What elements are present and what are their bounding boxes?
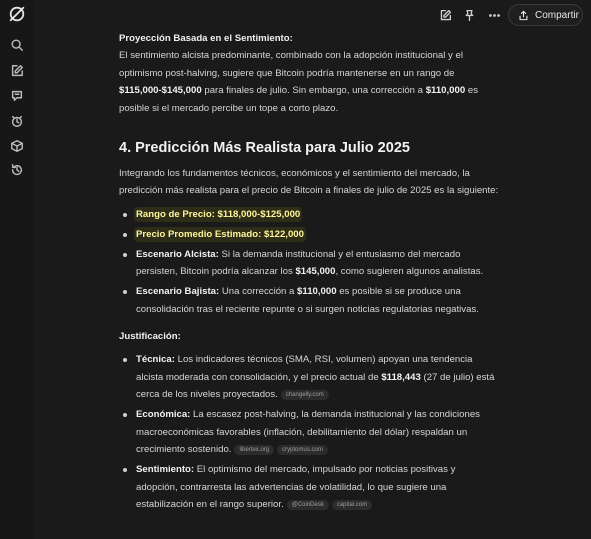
text: El sentimiento alcista predominante, combinado con la adopción institucional y el optimismo post-halving, sugiere que Bitcoin podría mantenerse en un rango de	[119, 50, 463, 79]
bear-price: $110,000	[297, 286, 337, 298]
text: El optimismo del mercado, impulsado por noticias positivas y adopción, contrarresta las advertencias de volatilidad, lo que sugiere una estabilización en el rango superior.	[136, 464, 456, 510]
text: La escasez post-halving, la demanda institucional y las condiciones macroeconómicas favorables (inflación, debilitamiento del dólar) respaldan un crecimiento sostenido.	[136, 409, 480, 456]
source-chip[interactable]: capital.com	[332, 500, 372, 510]
text: es posible si se produce una consolidación tras el reciente repunte o si surgen noticias regulatorias negativas.	[136, 286, 479, 315]
list-item	[119, 461, 499, 513]
text: Si la demanda institucional y el entusiasmo del mercado persisten, Bitcoin podría alcanzar los	[136, 248, 461, 278]
source-chip[interactable]: @CoinDesk	[287, 500, 329, 510]
share-icon	[518, 10, 529, 21]
price-range: $115,000-$145,000	[119, 85, 202, 97]
pin-icon[interactable]	[461, 7, 477, 23]
new-chat-icon[interactable]	[9, 63, 25, 79]
text: (27 de julio) está cerca de los niveles proyectados.	[136, 371, 495, 401]
tasks-icon[interactable]	[9, 113, 25, 129]
share-button[interactable]	[508, 4, 583, 26]
more-options-icon[interactable]	[486, 7, 502, 23]
section-4-intro: Integrando los fundamentos técnicos, económicos y el sentimiento del mercado, la predicción más realista para el precio de Bitcoin a finales de julio de 2025 es la siguiente:	[119, 168, 499, 197]
highlight	[136, 229, 304, 240]
justification-list	[119, 351, 499, 513]
list-item	[119, 283, 499, 318]
economic-label: Económica:	[136, 409, 191, 421]
bull-price: $145,000	[295, 266, 336, 278]
text: es posible si el mercado percibe un tope a corto plazo.	[119, 85, 478, 114]
edit-icon[interactable]	[437, 7, 453, 23]
correction-price: $110,000	[425, 85, 466, 97]
text: Una corrección a	[219, 286, 298, 298]
projects-icon[interactable]	[9, 138, 25, 154]
chat-response	[119, 30, 499, 516]
average-price-label: Precio Promedio Estimado: $122,000	[136, 228, 304, 240]
source-chip[interactable]: cryptomus.com	[277, 445, 328, 455]
text: para finales de julio. Sin embargo, una corrección a	[201, 85, 426, 97]
list-item	[119, 246, 499, 281]
current-price: $118,443	[381, 371, 421, 383]
app-logo-icon[interactable]	[7, 4, 27, 24]
bear-scenario-label: Escenario Bajista:	[136, 286, 220, 298]
sentiment-paragraph	[119, 47, 499, 117]
source-chip[interactable]: libertex.org	[234, 445, 274, 455]
highlight	[136, 209, 300, 220]
sentiment-heading: Proyección Basada en el Sentimiento:	[119, 33, 293, 44]
price-range-label: Rango de Precio: $118,000-$125,000	[136, 208, 301, 220]
list-item	[119, 206, 499, 223]
sidebar	[0, 0, 34, 539]
bull-scenario-label: Escenario Alcista:	[136, 248, 219, 260]
text: Los indicadores técnicos (SMA, RSI, volumen) apoyan una tendencia alcista moderada con consolidación, y el precio actual de	[136, 354, 473, 383]
sentiment-label: Sentimiento:	[136, 464, 195, 476]
history-icon[interactable]	[9, 162, 25, 178]
text: , como sugieren algunos analistas.	[335, 266, 484, 278]
list-item	[119, 406, 499, 458]
search-icon[interactable]	[9, 37, 25, 53]
prediction-list	[119, 206, 499, 318]
source-chip[interactable]: changelly.com	[281, 390, 329, 400]
section-4-title: 4. Predicción Más Realista para Julio 2025	[119, 140, 410, 157]
list-item	[119, 351, 499, 403]
technical-label: Técnica:	[136, 354, 175, 366]
justification-heading: Justificación:	[119, 331, 181, 343]
voice-icon[interactable]	[9, 88, 25, 104]
list-item	[119, 226, 499, 243]
share-button-label: Compartir	[535, 9, 579, 21]
